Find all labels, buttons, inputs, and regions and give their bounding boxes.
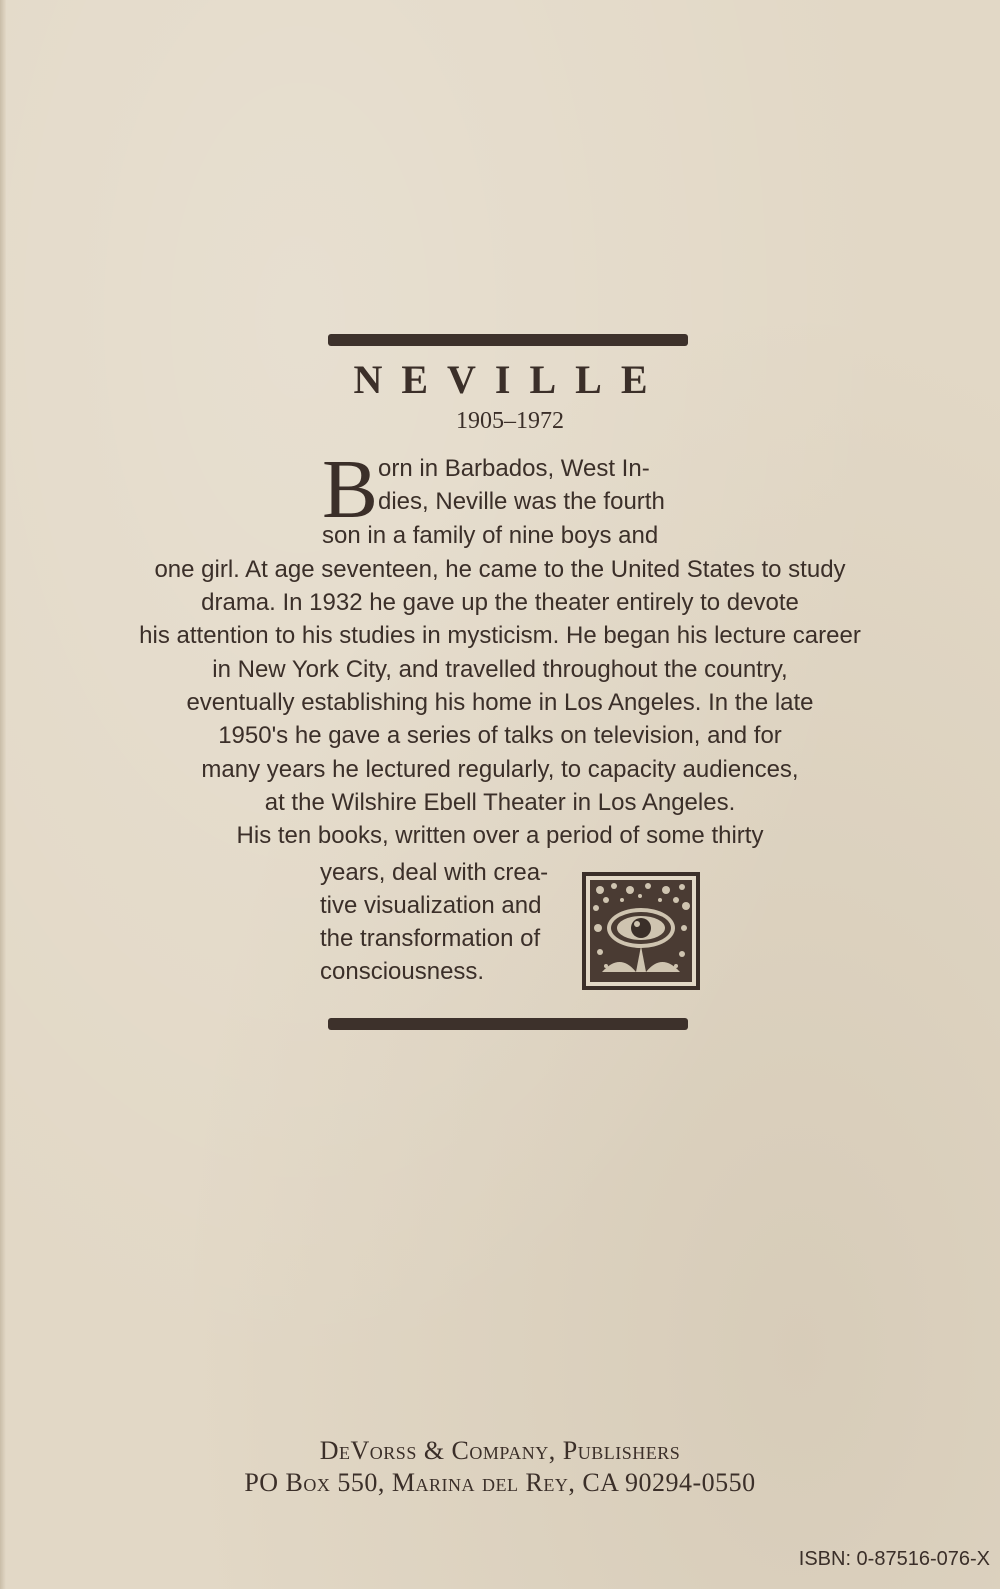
drop-cap: B xyxy=(322,443,379,536)
bio-line: the transformation of xyxy=(320,925,541,952)
bio-line: dies, Neville was the fourth xyxy=(378,488,665,515)
bio-line: orn in Barbados, West In- xyxy=(378,455,650,482)
bio-line: tive visualization and xyxy=(320,892,542,919)
bio-line: drama. In 1932 he gave up the theater entirely to devote xyxy=(201,589,799,616)
bio-line: his attention to his studies in mysticism. He began his lecture career xyxy=(139,622,861,649)
bio-line: 1950's he gave a series of talks on television, and for xyxy=(218,722,782,749)
publisher-address: PO Box 550, Marina del Rey, CA 90294-0550 xyxy=(244,1468,756,1497)
bio-line: His ten books, written over a period of some thirty xyxy=(236,822,764,849)
bio-line: at the Wilshire Ebell Theater in Los Angeles. xyxy=(264,789,736,816)
bio-line: son in a family of nine boys and xyxy=(322,522,659,549)
bottom-rule xyxy=(328,1018,688,1030)
bio-line: years, deal with crea- xyxy=(320,859,549,886)
eye-and-tree-woodcut-icon xyxy=(582,872,700,990)
top-rule xyxy=(328,334,688,346)
isbn: ISBN: 0-87516-076-X xyxy=(798,1548,990,1570)
author-name: NEVILLE xyxy=(353,357,667,402)
bio-line: many years he lectured regularly, to capacity audiences, xyxy=(201,756,799,783)
bio-line: eventually establishing his home in Los Angeles. In the late xyxy=(186,689,814,716)
bio-line: in New York City, and travelled throughout the country, xyxy=(212,656,788,683)
bio-line: consciousness. xyxy=(320,958,485,985)
bio-line: one girl. At age seventeen, he came to the United States to study xyxy=(154,556,846,583)
author-dates: 1905–1972 xyxy=(456,408,564,434)
publisher-name: DeVorss & Company, Publishers xyxy=(319,1436,681,1465)
